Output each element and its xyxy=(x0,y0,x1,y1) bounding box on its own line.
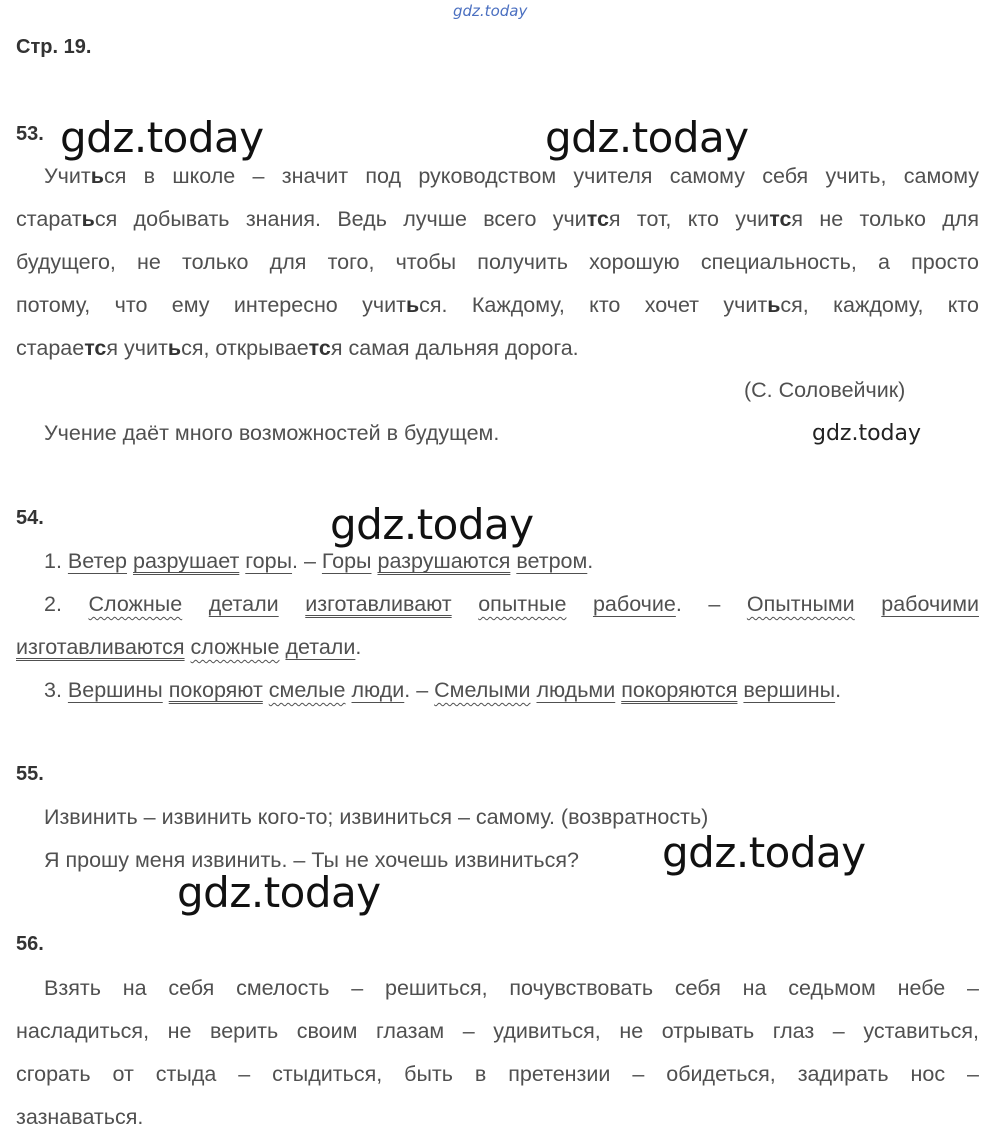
exercise-56-number: 56. xyxy=(16,933,44,955)
exercise-53-line-2: стараться добывать знания. Ведь лучше всего учится тот, кто учится не только для xyxy=(16,207,979,231)
watermark: gdz.today xyxy=(545,113,749,162)
exercise-56-line-4: зазнаваться. xyxy=(16,1105,144,1129)
watermark: gdz.today xyxy=(330,500,534,549)
exercise-53-line-3: будущего, не только для того, чтобы получить хорошую специальность, а просто xyxy=(16,250,979,274)
watermark: gdz.today xyxy=(812,421,922,446)
watermark: gdz.today xyxy=(60,113,264,162)
page-label: Стр. 19. xyxy=(16,36,92,58)
exercise-56-line-2: насладиться, не верить своим глазам – удивиться, не отрывать глаз – уставиться, xyxy=(16,1019,979,1043)
exercise-53-line-4: потому, что ему интересно учиться. Каждому, кто хочет учиться, каждому, кто xyxy=(16,293,979,317)
exercise-56-line-3: сгорать от стыда – стыдиться, быть в претензии – обидеться, задирать нос – xyxy=(16,1062,979,1086)
watermark-top: gdz.today xyxy=(453,2,528,20)
exercise-54-sentence-2a: 2. Сложные детали изготавливают опытные рабочие. – Опытными рабочими xyxy=(44,592,979,616)
exercise-55-line-2: Я прошу меня извинить. – Ты не хочешь извиниться? xyxy=(44,848,579,872)
exercise-54-sentence-3: 3. Вершины покоряют смелые люди. – Смелыми людьми покоряются вершины. xyxy=(44,678,842,702)
exercise-54-number: 54. xyxy=(16,507,44,529)
exercise-53-line-1: Учиться в школе – значит под руководством учителя самому себя учить, самому xyxy=(44,164,979,188)
exercise-54-sentence-2b: изготавливаются сложные детали. xyxy=(16,635,362,659)
exercise-53-conclusion: Учение даёт много возможностей в будущем. xyxy=(44,421,500,445)
exercise-55-number: 55. xyxy=(16,763,44,785)
exercise-54-sentence-1: 1. Ветер разрушает горы. – Горы разрушаются ветром. xyxy=(44,549,594,573)
exercise-53-author: (С. Соловейчик) xyxy=(744,378,906,402)
exercise-53-number: 53. xyxy=(16,123,44,145)
watermark: gdz.today xyxy=(177,868,381,917)
exercise-53-line-5: стараeтся учиться, открываeтся самая дальняя дорога. xyxy=(16,336,579,360)
exercise-56-line-1: Взять на себя смелость – решиться, почувствовать себя на седьмом небе – xyxy=(44,976,979,1000)
watermark: gdz.today xyxy=(662,828,866,877)
exercise-55-line-1: Извинить – извинить кого-то; извиниться – самому. (возвратность) xyxy=(44,805,709,829)
